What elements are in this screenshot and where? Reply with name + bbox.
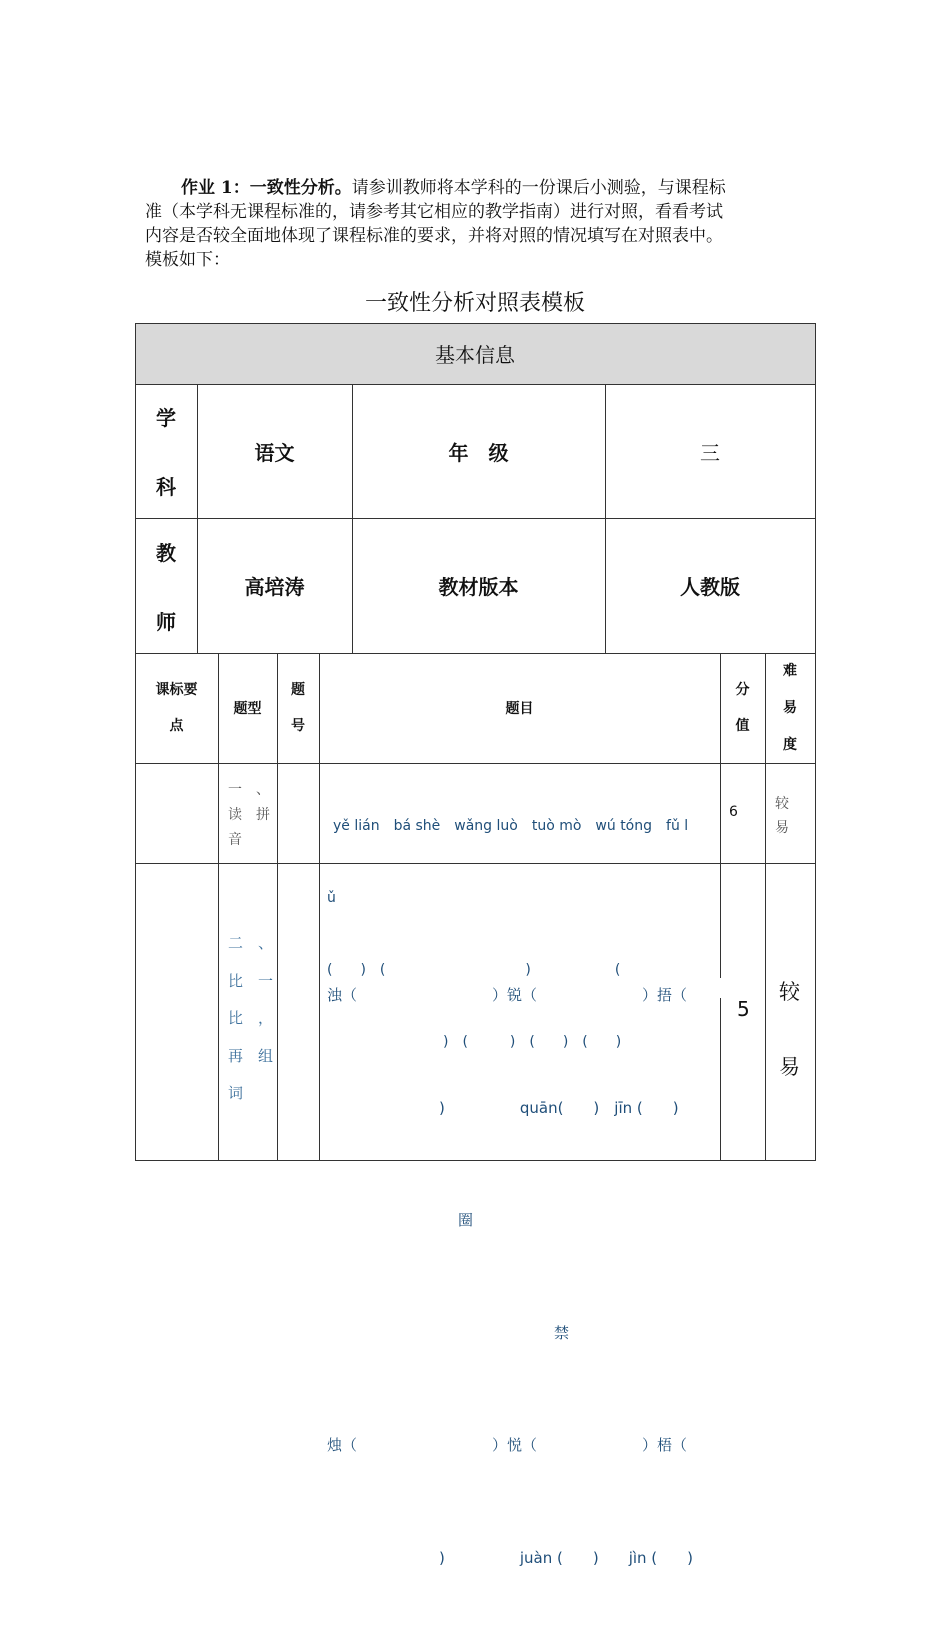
row2-type-2: 比 一	[228, 971, 274, 990]
row2-item-3: 圈	[458, 1211, 474, 1229]
row2-item-1: 浊（ ）锐（ ）捂（	[327, 986, 688, 1004]
teacher-value: 高培涛	[244, 575, 305, 599]
row2-type-4: 再 组	[228, 1046, 274, 1065]
row1-item-1: yě lián bá shè wǎng luò tuò mò wú tóng fǔ l	[333, 818, 689, 834]
col-number-header-1: 题	[291, 682, 305, 698]
intro-bold: 作业 1：一致性分析。	[181, 178, 352, 198]
col-difficulty-header	[765, 653, 815, 763]
row1-item-3: ( ) ( ) (	[327, 962, 621, 978]
textbook-value: 人教版	[680, 575, 740, 599]
row1-type-1: 一 、	[228, 782, 270, 798]
row2-item-6: ) juàn ( ) jìn ( )	[439, 1548, 694, 1567]
row1-score: 6	[729, 804, 738, 820]
row1-item-4: ) ( ) ( ) ( )	[443, 1034, 622, 1050]
intro-text-4: 模板如下：	[145, 250, 230, 270]
col-score-header-2: 值	[735, 718, 750, 734]
row2-item	[327, 902, 717, 1652]
subject-label	[135, 384, 197, 518]
row2-type-5: 词	[228, 1084, 244, 1102]
row2-type-3: 比 ，	[228, 1009, 274, 1027]
row1-difficulty	[775, 792, 789, 840]
intro-text-1: 请参训教师将本学科的一份课后小测验，与课程标	[351, 178, 726, 198]
col-standard-header-1: 课标要	[155, 682, 198, 698]
col-score-header-1: 分	[735, 682, 750, 698]
teacher-label	[135, 518, 197, 653]
grade-label: 年 级	[448, 440, 509, 465]
row2-difficulty-1: 较	[779, 980, 800, 1004]
row2-type	[228, 925, 274, 1113]
intro-text-2: 准（本学科无课程标准的，请参考其它相应的教学指南）进行对照，看看考试	[145, 202, 723, 222]
row2-score: 5	[737, 997, 750, 1021]
row1-type-2: 读 拼	[228, 807, 270, 823]
basic-info-header: 基本信息	[435, 343, 515, 367]
row2-item-5: 烛（ ）悦（ ）梧（	[327, 1436, 688, 1454]
row2-type-1: 二 、	[228, 934, 274, 952]
teacher-label-char-2: 师	[156, 609, 176, 634]
col-number-header-2: 号	[291, 718, 305, 734]
row1-type-3: 音	[228, 832, 242, 848]
intro-text-3: 内容是否较全面地体现了课程标准的要求，并将对照的情况填写在对照表中。	[145, 226, 723, 246]
col-difficulty-header-3: 度	[783, 736, 797, 753]
col-score-header	[720, 653, 765, 763]
col-difficulty-header-2: 易	[783, 699, 797, 716]
col-standard-header	[135, 653, 218, 763]
col-type-header: 题型	[233, 701, 262, 717]
row1-difficulty-2: 易	[775, 820, 789, 836]
row2-item-2: ) quān( ) jīn ( )	[439, 1098, 679, 1117]
table-title: 一致性分析对照表模板	[364, 291, 585, 316]
row1-item-2: ǔ	[327, 890, 336, 906]
row2-difficulty-2: 易	[779, 1055, 800, 1079]
row1-difficulty-1: 较	[775, 796, 789, 812]
grade-value: 三	[700, 440, 720, 465]
col-item-header: 题目	[505, 701, 534, 717]
col-number-header	[277, 653, 319, 763]
col-difficulty-header-1: 难	[783, 662, 797, 679]
textbook-label: 教材版本	[438, 575, 519, 599]
row2-difficulty	[779, 955, 800, 1105]
teacher-label-char-1: 教	[156, 540, 176, 565]
subject-label-char-1: 学	[156, 406, 176, 430]
row1-type	[228, 778, 274, 853]
subject-label-char-2: 科	[156, 475, 176, 499]
row2-item-4: 禁	[554, 1323, 570, 1342]
subject-value: 语文	[254, 440, 295, 465]
col-standard-header-2: 点	[169, 718, 184, 734]
